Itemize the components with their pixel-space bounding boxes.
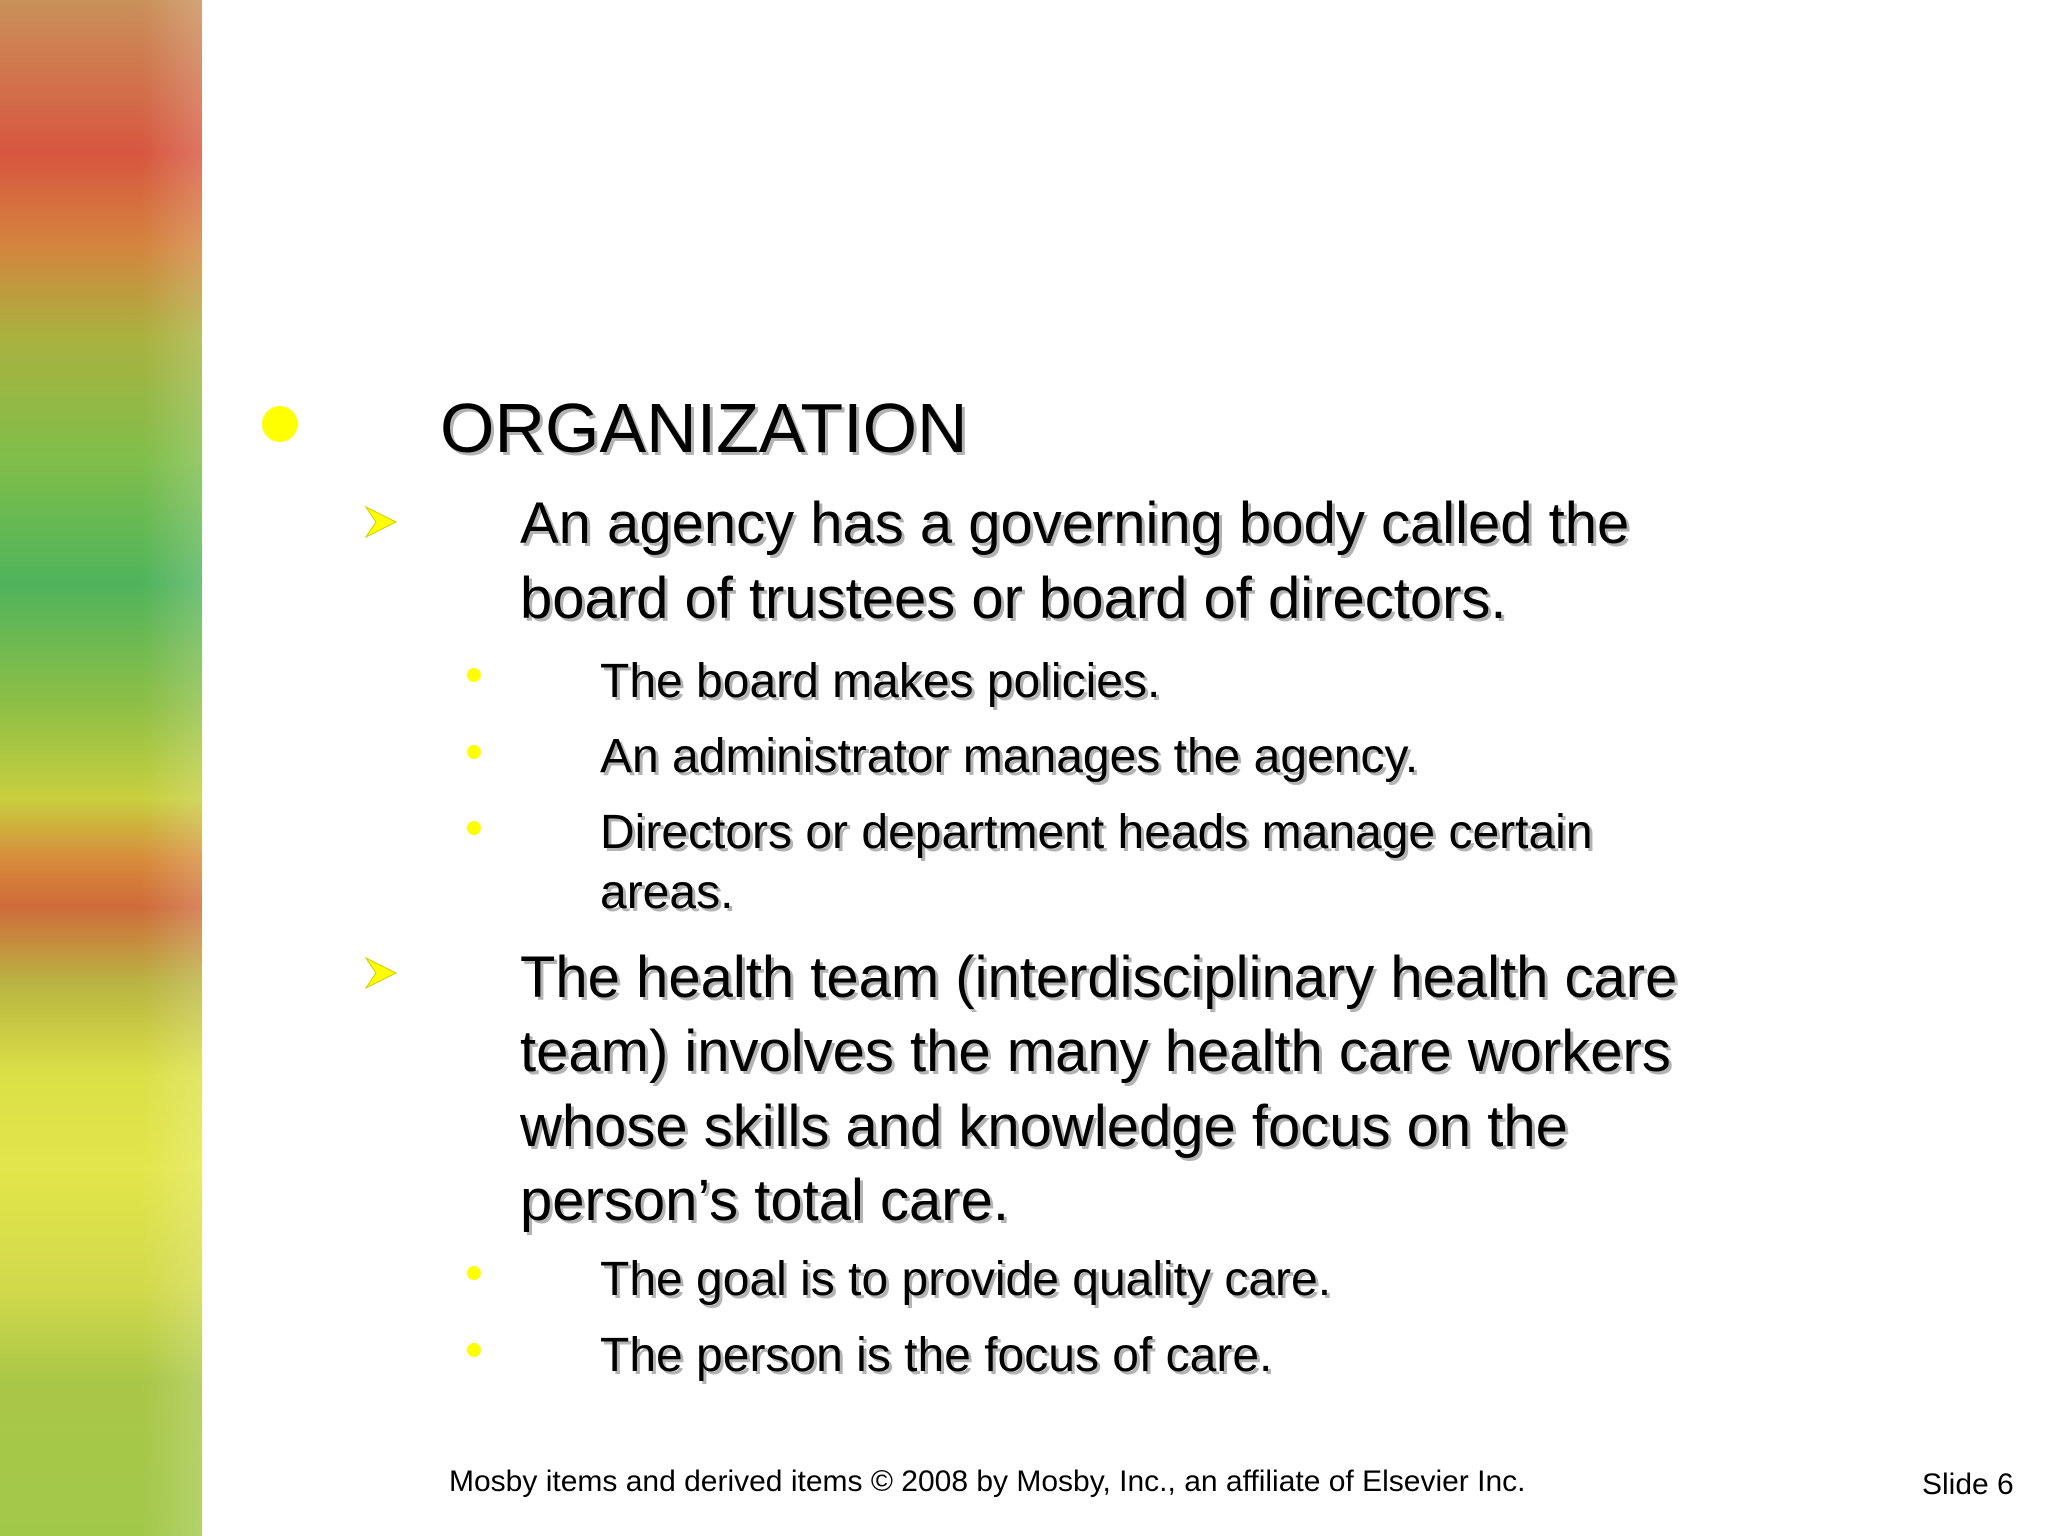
sub-bullet-dot-icon <box>467 1343 481 1357</box>
point2-line2: team) involves the many health care workers <box>520 1019 1671 1084</box>
arrow-bullet-icon <box>364 956 398 990</box>
slide-number: Slide 6 <box>1922 1468 2014 1501</box>
sub-bullet-dot-icon <box>467 1266 481 1280</box>
point1-sub-2: An administrator manages the agency. <box>600 730 1419 783</box>
point2-line1: The health team (interdisciplinary health care <box>520 945 1678 1010</box>
point1-line2: board of trustees or board of directors. <box>520 566 1507 631</box>
point1-line1: An agency has a governing body called the <box>520 491 1630 556</box>
slide-heading: ORGANIZATION <box>440 389 968 467</box>
point2-sub-1: The goal is to provide quality care. <box>600 1253 1332 1306</box>
point2-sub-2: The person is the focus of care. <box>600 1329 1273 1382</box>
arrow-bullet-icon <box>364 505 398 539</box>
point2-line3: whose skills and knowledge focus on the <box>520 1094 1568 1159</box>
point2-line4: person’s total care. <box>520 1168 1009 1233</box>
sub-bullet-dot-icon <box>467 745 481 759</box>
point1-sub-3: Directors or department heads manage certain <box>600 806 1593 859</box>
sub-bullet-dot-icon <box>467 668 481 682</box>
sub-bullet-dot-icon <box>467 821 481 835</box>
copyright-footer: Mosby items and derived items © 2008 by Mosby, Inc., an affiliate of Elsevier Inc. <box>449 1465 1526 1498</box>
bullet-dot-icon <box>262 406 298 442</box>
point1-sub-1: The board makes policies. <box>600 655 1161 708</box>
point1-sub-3-cont: areas. <box>600 866 734 919</box>
